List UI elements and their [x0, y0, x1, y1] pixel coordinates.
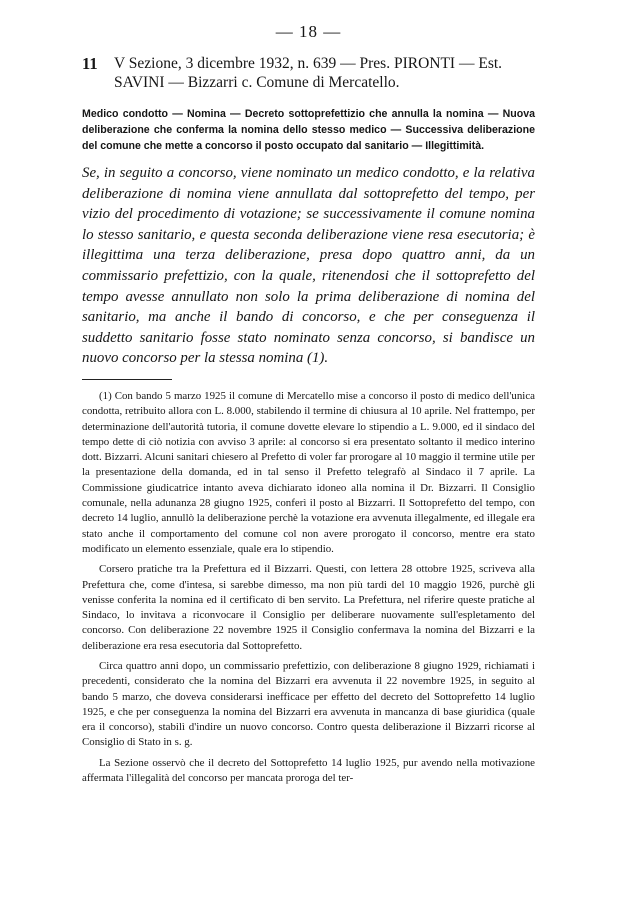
case-citation-line-1: V Sezione, 3 dicembre 1932, n. 639 — Pres. PIRONTI — Est.	[114, 55, 503, 72]
case-citation	[114, 54, 535, 92]
document-page	[82, 22, 535, 791]
legal-maxim: Se, in seguito a concorso, viene nominato un medico condotto, e la relativa deliberazione di nomina viene annullata dal sottoprefetto del tempo, per vizio del procedimento di votazione; se successivamente il comune nomina lo stesso sanitario, e questa seconda deliberazione viene resa esecutoria; è illegittima una terza deliberazione, presa dopo quattro anni, da un commissario prefettizio, con la quale, ritenendosi che il sottoprefetto del tempo avesse annullato non solo la prima deliberazione di nomina del sanitario, ma anche il bando di concorso, e che per conseguenza il suddetto sanitario fosse stato nominato senza concorso, si bandisce un nuovo concorso per la stessa nomina (1).	[82, 165, 535, 367]
footnote	[82, 389, 535, 786]
footnote-paragraph: Corsero pratiche tra la Prefettura ed il Bizzarri. Questi, con lettera 28 ottobre 1925, scriveva alla Prefettura che, come d'intesa, si sarebbe dimesso, ma non più tardi del 10 maggio 1926, purchè gli venisse conferita la nomina ed il certificato di ben servito. La Prefettura, nel riferire queste pratiche al Sindaco, lo invitava a riconvocare il Consiglio per deliberare nuovamente sull'espletamento del concorso. Con deliberazione 22 novembre 1925 il Consiglio confermava la nomina del Bizzarri e la deliberazione era resa esecutoria dal Sottoprefetto.	[82, 563, 535, 652]
headnote: Medico condotto — Nomina — Decreto sottoprefettizio che annulla la nomina — Nuova deliberazione che conferma la nomina dello stesso medico — Successiva deliberazione del comune che mette a concorso il posto occupato dal sanitario — Illegittimità.	[82, 108, 535, 152]
case-citation-line-2: SAVINI — Bizzarri c. Comune di Mercatello.	[114, 74, 400, 91]
case-number: 11	[82, 54, 98, 73]
case-header	[82, 54, 535, 92]
footnote-paragraph: Circa quattro anni dopo, un commissario prefettizio, con deliberazione 8 giugno 1929, richiamati i precedenti, considerato che la nomina del Bizzarri era avvenuta il 22 novembre 1925, in seguito al bando 5 marzo, che doveva considerarsi inefficace per effetto del decreto del Sottoprefetto 14 luglio 1925, e che per conseguenza la nomina del Bizzarri era avvenuta in mancanza di base giuridica (quale era il concorso), stabilì d'indire un nuovo concorso. Contro questa deliberazione il Bizzarri ricorse al Consiglio di Stato in s. g.	[82, 659, 535, 749]
footnote-divider	[82, 379, 172, 380]
page-number: — 18 —	[275, 22, 342, 41]
footnote-paragraph: (1) Con bando 5 marzo 1925 il comune di Mercatello mise a concorso il posto di medico dell'unica condotta, retribuito allora con L. 8.000, stabilendo il termine di chiusura al 10 aprile. Nel frattempo, per determinazione dell'autorità tutoria, il comune dovette elevare lo stipendio a L. 9.000, ed il sindaco del tempo dette di ciò notizia con avviso 3 aprile: al concorso si era presentato soltanto il medico interino dott. Bizzarri. Alcuni sanitari chiesero al Prefetto di voler far prorogare al 10 maggio il termine utile per la presentazione della domanda, ed in tal senso il Prefetto telegrafò al Sindaco il 7 aprile. La Commissione giudicatrice intanto aveva dichiarato idoneo alla nomina il Dr. Bizzarri. Il Consiglio comunale, nella adunanza 28 giugno 1925, conferì il posto al Bizzarri. Il Sottoprefetto del tempo, con decreto 14 luglio, annullò la deliberazione perchè la votazione era avvenuta illegalmente, ed illegale era stato anche il comportamento del comune col non avere prorogato il concorso, mentre era stato modificato un elemento essenziale, quale era lo stipendio.	[82, 389, 535, 555]
footnote-paragraph: La Sezione osservò che il decreto del Sottoprefetto 14 luglio 1925, pur avendo nella motivazione affermata l'illegalità del concorso per mancata proroga del ter-	[82, 756, 535, 785]
